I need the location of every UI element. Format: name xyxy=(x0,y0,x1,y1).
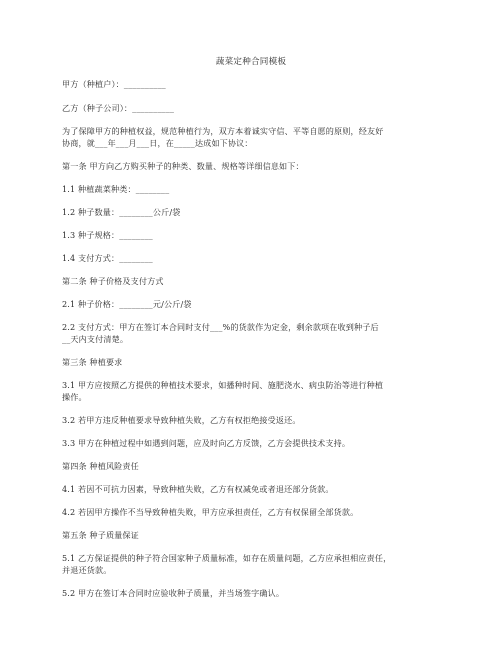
clause-line: 1.2 种子数量：________公斤/袋 xyxy=(62,207,181,217)
clause-line: 5.1 乙方保证提供的种子符合国家种子质量标准，如存在质量问题，乙方应承担相应责任， xyxy=(62,553,392,563)
intro-line: 协商，就___年___月___日，在_____达成如下协议： xyxy=(62,138,253,148)
clause-line: 1.3 种子规格：________ xyxy=(62,230,153,240)
clause-line: 2.1 种子价格：________元/公斤/袋 xyxy=(62,299,192,309)
article-heading: 第三条 种植要求 xyxy=(62,357,123,367)
clause-line: 5.2 甲方在签订本合同时应验收种子质量，并当场签字确认。 xyxy=(62,588,285,598)
article-heading: 第二条 种子价格及支付方式 xyxy=(62,276,164,286)
party-a-line: 甲方（种植户）：__________ xyxy=(62,79,166,89)
article-heading: 第四条 种植风险责任 xyxy=(62,461,139,471)
intro-line: 为了保障甲方的种植权益，规范种植行为，双方本着诚实守信、平等自愿的原则，经友好 xyxy=(62,126,384,136)
clause-line: 3.1 甲方应按照乙方提供的种植技术要求，如播种时间、施肥浇水、病虫防治等进行种植 xyxy=(62,380,384,390)
clause-line: 2.2 支付方式：甲方在签订本合同时支付___%的货款作为定金，剩余款项在收到种子后 xyxy=(62,322,379,332)
clause-line: 1.4 支付方式：________ xyxy=(62,253,153,263)
clause-line: 3.2 若甲方违反种植要求导致种植失败，乙方有权拒绝接受返还。 xyxy=(62,415,301,425)
party-b-line: 乙方（种子公司）：__________ xyxy=(62,103,175,113)
article-heading: 第一条 甲方向乙方购买种子的种类、数量、规格等详细信息如下： xyxy=(62,161,304,171)
clause-line: 3.3 甲方在种植过程中如遇到问题，应及时向乙方反馈，乙方会提供技术支持。 xyxy=(62,438,351,448)
clause-line: 4.1 若因不可抗力因素，导致种植失败，乙方有权减免或者退还部分货款。 xyxy=(62,484,334,494)
clause-line: 1.1 种植蔬菜种类：________ xyxy=(62,184,170,194)
clause-line: 4.2 若因甲方操作不当导致种植失败，甲方应承担责任，乙方有权保留全部货款。 xyxy=(62,507,359,517)
clause-line: __天内支付清楚。 xyxy=(62,334,129,344)
clause-line: 并退还货款。 xyxy=(62,565,112,575)
document-title: 蔬菜定种合同模板 xyxy=(215,57,287,67)
clause-line: 操作。 xyxy=(62,392,87,402)
article-heading: 第五条 种子质量保证 xyxy=(62,530,139,540)
